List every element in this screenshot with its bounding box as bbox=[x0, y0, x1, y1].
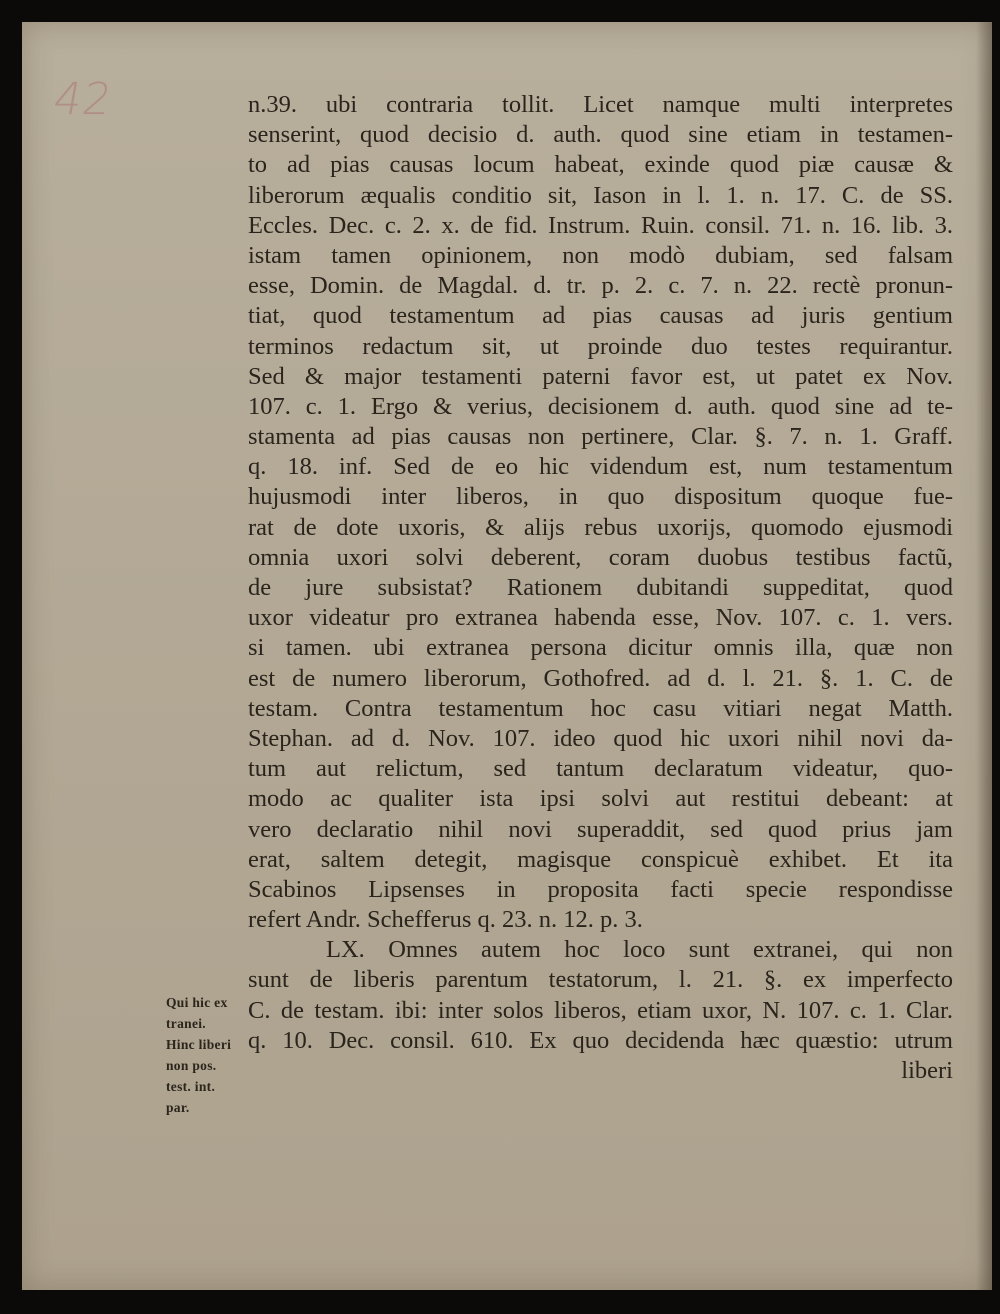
text-line: refert Andr. Schefferus q. 23. n. 12. p. 3. bbox=[248, 906, 643, 934]
text-line: est de numero liberorum, Gothofred. ad d. l. 21. §. 1. C. de bbox=[248, 664, 953, 692]
text-line: rat de dote uxoris, & alijs rebus uxorijs, quomodo ejusmodi bbox=[248, 513, 953, 541]
text-line: Sed & major testamenti paterni favor est, ut patet ex Nov. bbox=[248, 362, 953, 390]
margin-note: non pos. bbox=[166, 1058, 217, 1073]
text-line: 107. c. 1. Ergo & verius, decisionem d. auth. quod sine ad te- bbox=[248, 392, 953, 420]
text-line: testam. Contra testamentum hoc casu vitiari negat Matth. bbox=[248, 694, 953, 722]
book-page bbox=[22, 22, 992, 1290]
text-line: hujusmodi inter liberos, in quo dispositum quoque fue- bbox=[248, 483, 953, 511]
text-line: tum aut relictum, sed tantum declaratum videatur, quo- bbox=[248, 755, 953, 783]
text-line: q. 18. inf. Sed de eo hic videndum est, num testamentum bbox=[248, 453, 953, 481]
text-line: Scabinos Lipsenses in proposita facti specie respondisse bbox=[248, 875, 953, 903]
margin-note: test. int. bbox=[166, 1079, 216, 1094]
text-line: Stephan. ad d. Nov. 107. ideo quod hic uxori nihil novi da- bbox=[248, 724, 953, 752]
margin-note: Qui hic ex bbox=[166, 995, 228, 1010]
text-line: esse, Domin. de Magdal. d. tr. p. 2. c. 7. n. 22. rectè pronun- bbox=[248, 272, 953, 300]
text-line: liberorum æqualis conditio sit, Iason in l. 1. n. 17. C. de SS. bbox=[248, 181, 953, 209]
text-line: erat, saltem detegit, magisque conspicuè exhibet. Et ita bbox=[248, 845, 953, 873]
text-line: q. 10. Dec. consil. 610. Ex quo decidenda hæc quæstio: utrum bbox=[248, 1026, 953, 1054]
margin-note: par. bbox=[166, 1100, 190, 1115]
margin-note: tranei. bbox=[166, 1016, 206, 1031]
text-line: senserint, quod decisio d. auth. quod sine etiam in testamen- bbox=[248, 121, 953, 149]
text-line: C. de testam. ibi: inter solos liberos, etiam uxor, N. 107. c. 1. Clar. bbox=[248, 996, 953, 1024]
text-line: modo ac qualiter ista ipsi solvi aut restitui debeant: at bbox=[248, 785, 953, 813]
section-heading-line: LX. Omnes autem hoc loco sunt extranei, qui non bbox=[326, 936, 953, 964]
page-number-handwritten: 42 bbox=[49, 74, 117, 125]
text-line: to ad pias causas locum habeat, exinde quod piæ causæ & bbox=[248, 151, 953, 179]
text-line: vero declaratio nihil novi superaddit, sed quod prius jam bbox=[248, 815, 953, 843]
text-line: terminos redactum sit, ut proinde duo testes requirantur. bbox=[248, 332, 953, 360]
margin-note: Hinc liberi bbox=[166, 1037, 232, 1052]
text-line: tiat, quod testamentum ad pias causas ad juris gentium bbox=[248, 302, 953, 330]
text-line: istam tamen opinionem, non modò dubiam, sed falsam bbox=[248, 241, 953, 269]
text-line: omnia uxori solvi deberent, coram duobus testibus factũ, bbox=[248, 543, 953, 571]
page-shadow-edge bbox=[976, 22, 992, 1290]
text-line: sunt de liberis parentum testatorum, l. 21. §. ex imperfecto bbox=[248, 966, 953, 994]
text-line: stamenta ad pias causas non pertinere, Clar. §. 7. n. 1. Graff. bbox=[248, 423, 953, 451]
text-line: si tamen. ubi extranea persona dicitur omnis illa, quæ non bbox=[248, 634, 953, 662]
margin-notes bbox=[166, 992, 262, 1118]
text-line: Eccles. Dec. c. 2. x. de fid. Instrum. Ruin. consil. 71. n. 16. lib. 3. bbox=[248, 211, 953, 239]
text-line: uxor videatur pro extranea habenda esse, Nov. 107. c. 1. vers. bbox=[248, 604, 953, 632]
catchword: liberi bbox=[901, 1057, 953, 1084]
text-line: n.39. ubi contraria tollit. Licet namque multi interpretes bbox=[248, 91, 953, 118]
text-line: de jure subsistat? Rationem dubitandi suppeditat, quod bbox=[248, 574, 953, 601]
main-text-block bbox=[248, 90, 953, 1086]
